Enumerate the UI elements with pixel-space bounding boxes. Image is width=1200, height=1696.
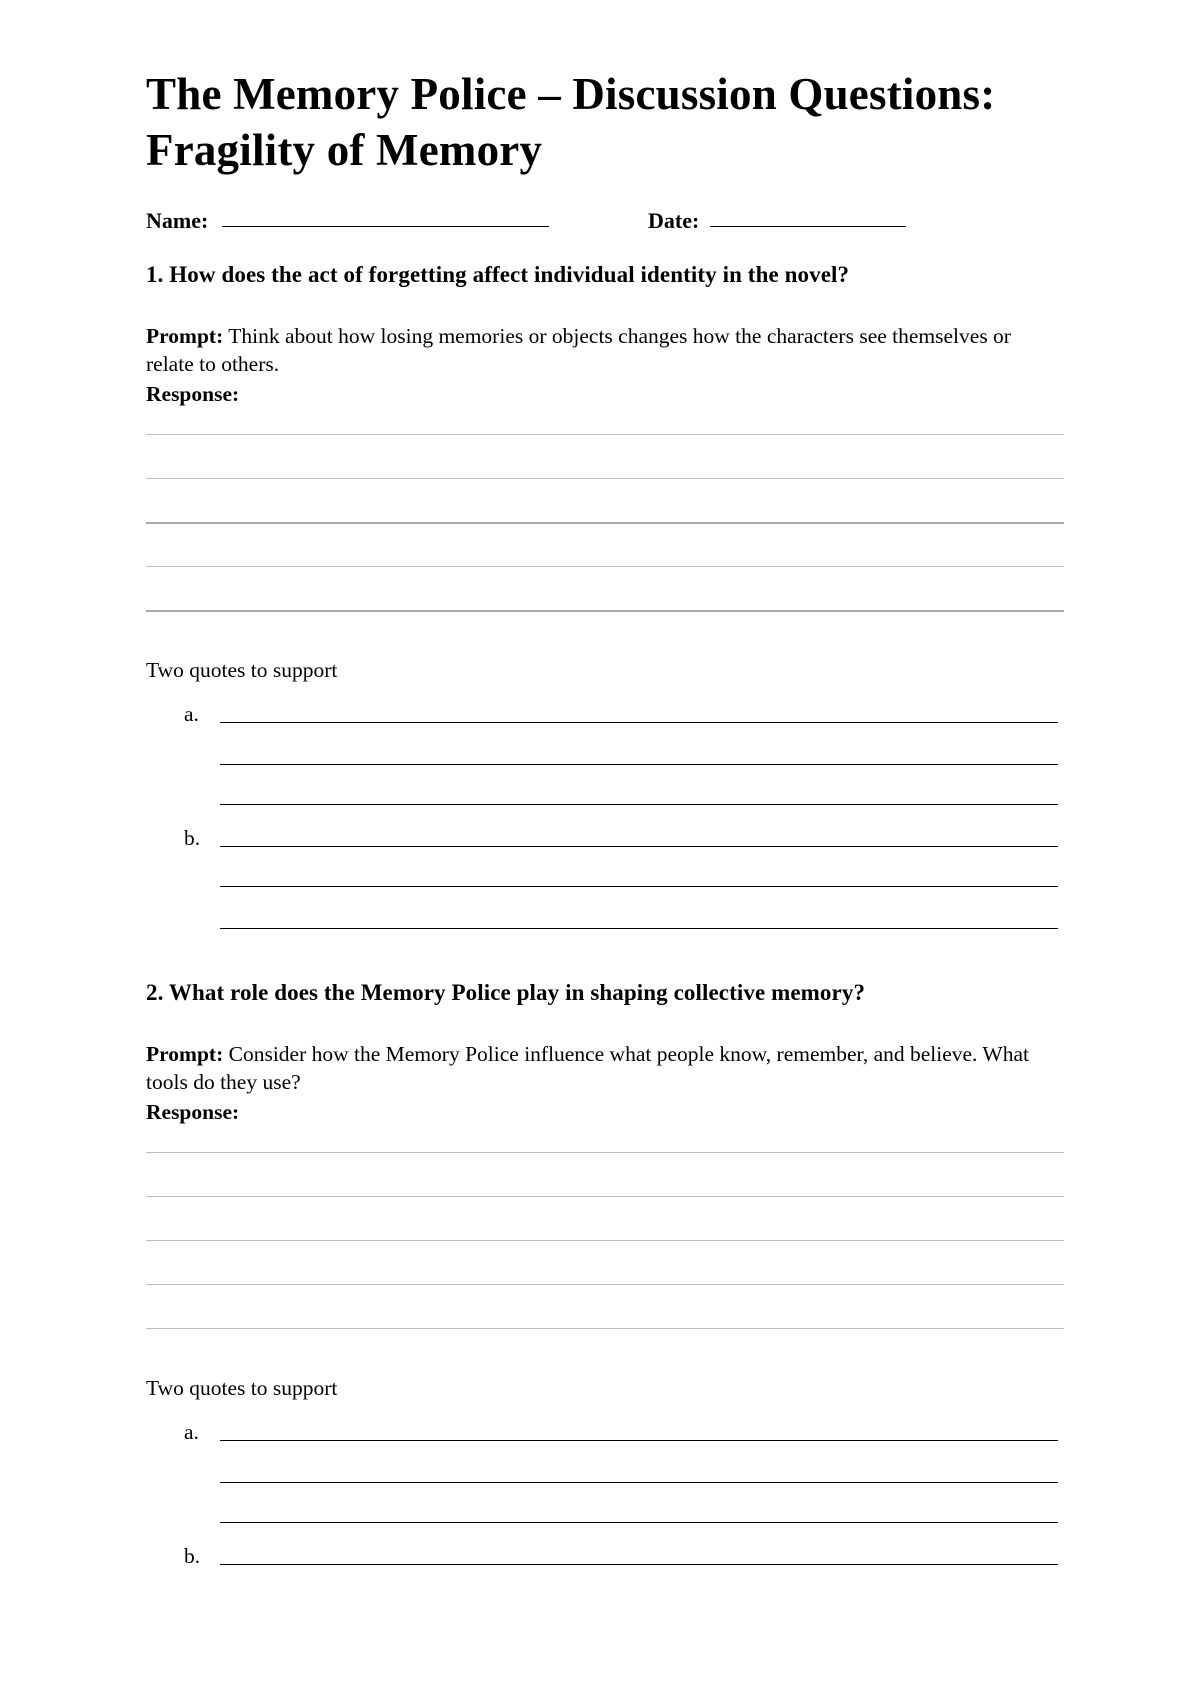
quote-b-line[interactable] (220, 1564, 1058, 1565)
name-label: Name: (146, 208, 209, 233)
response-line[interactable] (146, 1240, 1064, 1241)
response-line[interactable] (146, 478, 1064, 479)
date-field[interactable] (710, 226, 906, 227)
response-line[interactable] (146, 522, 1064, 524)
response-line[interactable] (146, 1196, 1064, 1197)
response-line[interactable] (146, 434, 1064, 435)
date-label: Date: (648, 208, 700, 233)
quote-b-line[interactable] (220, 886, 1058, 887)
support-label: Two quotes to support (146, 658, 338, 682)
worksheet-page (146, 66, 1064, 1568)
name-field[interactable] (222, 226, 549, 227)
quote-a-line[interactable] (220, 1522, 1058, 1523)
response-line[interactable] (146, 1284, 1064, 1285)
response-line[interactable] (146, 1328, 1064, 1329)
quote-a-line[interactable] (220, 1440, 1058, 1441)
quote-a-line[interactable] (220, 1482, 1058, 1483)
quote-a-label: a. (184, 1420, 199, 1444)
response-line[interactable] (146, 610, 1064, 612)
support-label: Two quotes to support (146, 1376, 338, 1400)
response-label: Response: (146, 382, 240, 406)
quote-b-label: b. (184, 826, 201, 850)
quote-a-line[interactable] (220, 764, 1058, 765)
quote-b-line[interactable] (220, 846, 1058, 847)
quote-a-label: a. (184, 702, 199, 726)
name-date-row (146, 208, 1064, 234)
response-line[interactable] (146, 566, 1064, 567)
question-prompt (146, 1040, 1064, 1096)
response-label: Response: (146, 1100, 240, 1124)
quote-b-line[interactable] (220, 928, 1058, 929)
page-title (146, 66, 1064, 178)
question-heading: 2. What role does the Memory Police play in shaping collective memory? (146, 980, 866, 1005)
title-line-1: The Memory Police – Discussion Questions: (146, 69, 996, 119)
title-line-2: Fragility of Memory (146, 125, 543, 175)
prompt-label: Prompt: (146, 324, 224, 348)
quote-b-label: b. (184, 1544, 201, 1568)
question-prompt (146, 322, 1064, 378)
quote-a-line[interactable] (220, 722, 1058, 723)
prompt-text: Think about how losing memories or objects changes how the characters see themselves or relate to others. (146, 324, 1011, 376)
prompt-text: Consider how the Memory Police influence what people know, remember, and believe. What tools do they use? (146, 1042, 1029, 1094)
question-heading: 1. How does the act of forgetting affect individual identity in the novel? (146, 262, 850, 287)
response-line[interactable] (146, 1152, 1064, 1153)
quote-a-line[interactable] (220, 804, 1058, 805)
prompt-label: Prompt: (146, 1042, 224, 1066)
